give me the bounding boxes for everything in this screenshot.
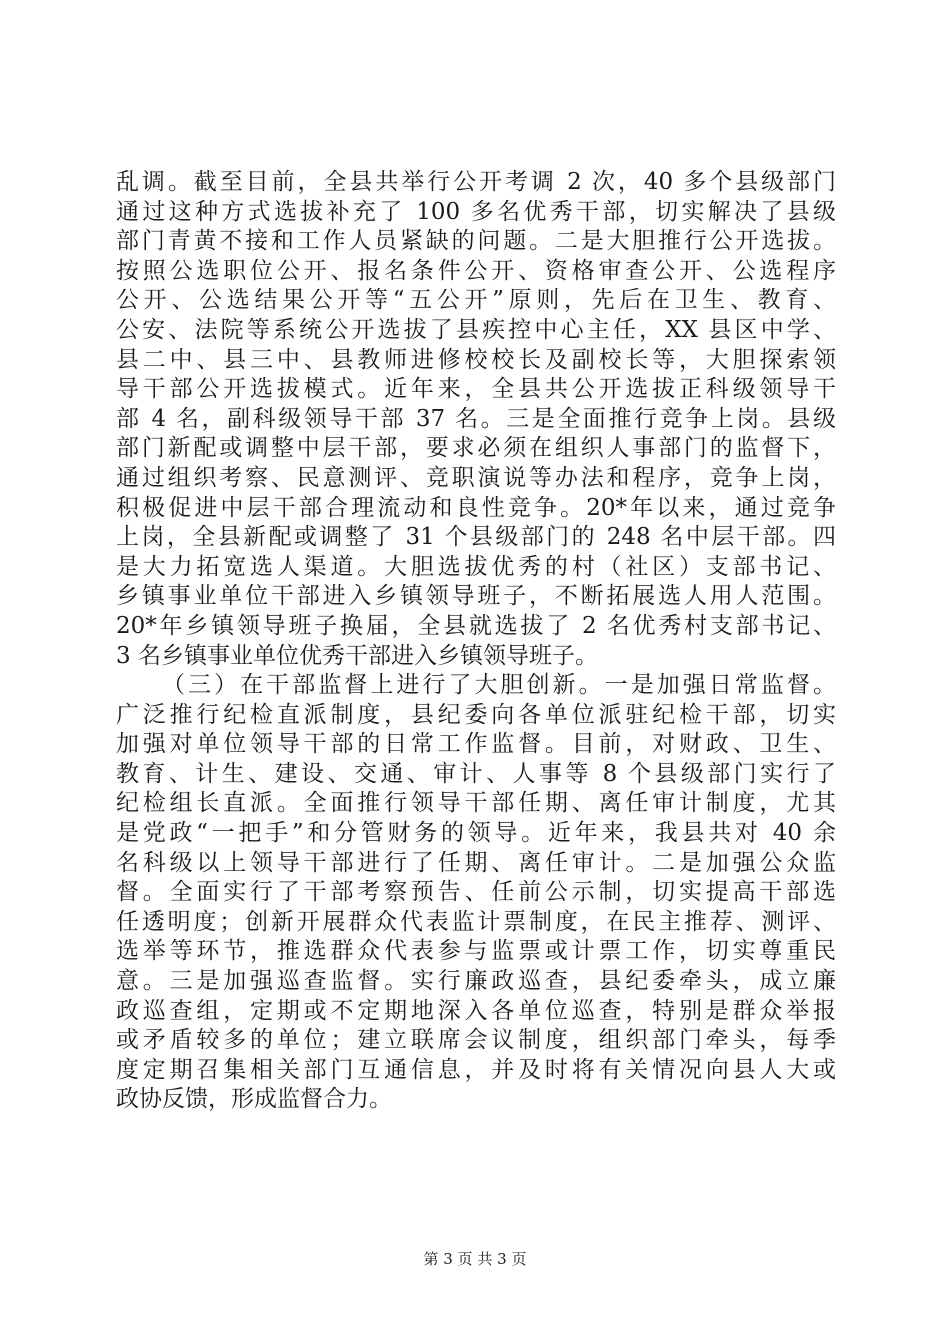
text-line: 纪检组长直派。全面推行领导干部任期、离任审计制度，尤其: [116, 790, 836, 817]
paragraph: [116, 168, 836, 671]
text-line: 部门青黄不接和工作人员紧缺的问题。二是大胆推行公开选拔。: [116, 228, 836, 255]
text-line: 选举等环节，推选群众代表参与监票或计票工作，切实尊重民: [116, 938, 836, 965]
text-line: 任透明度；创新开展群众代表监计票制度，在民主推荐、测评、: [116, 908, 836, 935]
text-line: 名科级以上领导干部进行了任期、离任审计。二是加强公众监: [116, 849, 836, 876]
text-line: 度定期召集相关部门互通信息，并及时将有关情况向县人大或: [116, 1056, 836, 1083]
text-line: 是大力拓宽选人渠道。大胆选拔优秀的村（社区）支部书记、: [116, 553, 836, 580]
text-line: 或矛盾较多的单位；建立联席会议制度，组织部门牵头，每季: [116, 1027, 836, 1054]
text-line: 教育、计生、建设、交通、审计、人事等 8 个县级部门实行了: [116, 760, 836, 787]
text-line: 政协反馈，形成监督合力。: [116, 1086, 392, 1113]
document-body: [116, 168, 836, 1115]
text-line: 20*年乡镇领导班子换届，全县就选拔了 2 名优秀村支部书记、: [116, 612, 836, 639]
text-line: 通过这种方式选拔补充了 100 多名优秀干部，切实解决了县级: [116, 198, 836, 225]
text-line: 部 4 名，副科级领导干部 37 名。三是全面推行竞争上岗。县级: [116, 405, 836, 432]
text-line: 加强对单位领导干部的日常工作监督。目前，对财政、卫生、: [116, 731, 836, 758]
text-line: 3 名乡镇事业单位优秀干部进入乡镇领导班子。: [116, 642, 598, 669]
text-line: 公开、公选结果公开等“五公开”原则，先后在卫生、教育、: [116, 287, 836, 314]
text-line: 督。全面实行了干部考察预告、任前公示制，切实提高干部选: [116, 879, 836, 906]
text-line: 部门新配或调整中层干部，要求必须在组织人事部门的监督下，: [116, 435, 836, 462]
text-line: 公安、法院等系统公开选拔了县疾控中心主任，XX 县区中学、: [116, 316, 836, 343]
text-line: 县二中、县三中、县教师进修校校长及副校长等，大胆探索领: [116, 346, 836, 373]
text-line: （三）在干部监督上进行了大胆创新。一是加强日常监督。: [162, 672, 836, 699]
text-line: 积极促进中层干部合理流动和良性竞争。20*年以来，通过竞争: [116, 494, 836, 521]
text-line: 广泛推行纪检直派制度，县纪委向各单位派驻纪检干部，切实: [116, 701, 836, 728]
text-line: 是党政“一把手”和分管财务的领导。近年来，我县共对 40 余: [116, 820, 836, 847]
text-line: 乡镇事业单位干部进入乡镇领导班子，不断拓展选人用人范围。: [116, 583, 836, 610]
text-line: 乱调。截至目前，全县共举行公开考调 2 次，40 多个县级部门: [116, 169, 836, 195]
paragraph: [116, 671, 836, 1115]
text-line: 通过组织考察、民意测评、竞职演说等办法和程序，竞争上岗，: [116, 464, 836, 491]
text-line: 按照公选职位公开、报名条件公开、资格审查公开、公选程序: [116, 257, 836, 284]
text-line: 意。三是加强巡查监督。实行廉政巡查，县纪委牵头，成立廉: [116, 968, 836, 995]
text-line: 政巡查组，定期或不定期地深入各单位巡查，特别是群众举报: [116, 997, 836, 1024]
page-footer: 第 3 页 共 3 页: [423, 1250, 527, 1268]
text-line: 导干部公开选拔模式。近年来，全县共公开选拔正科级领导干: [116, 376, 836, 403]
text-line: 上岗，全县新配或调整了 31 个县级部门的 248 名中层干部。四: [116, 524, 836, 551]
